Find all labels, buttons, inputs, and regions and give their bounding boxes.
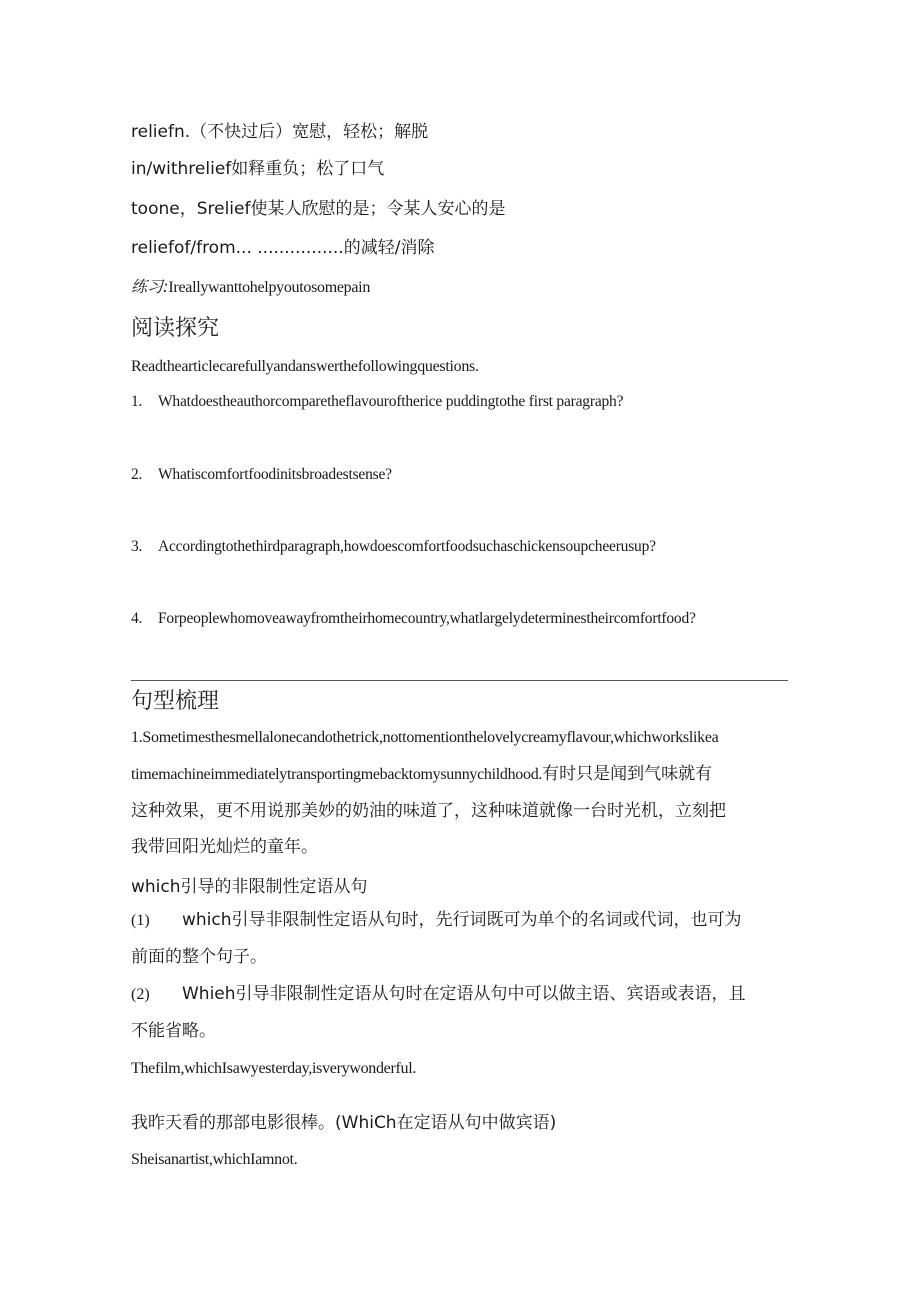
question-text: Whatiscomfortfoodinitsbroadestsense? xyxy=(158,466,392,483)
sentence-section-title: 句型梳理 xyxy=(131,689,220,714)
vocab-relief: reliefn.（不快过后）宽慰，轻松；解脱 xyxy=(131,122,429,142)
question-number: 2. xyxy=(131,466,143,483)
paragraph-line-2-zh: 有时只是闻到气味就有 xyxy=(542,764,713,784)
paragraph-line-2 xyxy=(131,756,791,793)
vocab-in-with-relief: in/withrelief如释重负；松了口气 xyxy=(131,159,385,179)
rule-text-line-2: 前面的整个句子。 xyxy=(131,947,267,967)
paragraph-line-2-en: timemachineimmediatelytransportingmebacktomysunnychildhood. xyxy=(131,766,543,783)
question-text: Accordingtothethirdparagraph,howdoescomfortfoodsuchaschickensoupcheerusup? xyxy=(158,538,656,555)
question-2 xyxy=(131,466,392,484)
rule-text-line-1: which引导非限制性定语从句时，先行词既可为单个的名词或代词，也可为 xyxy=(182,910,742,930)
section-divider xyxy=(131,680,788,681)
rule-text-line-1: Whieh引导非限制性定语从句时在定语从句中可以做主语、宾语或表语，且 xyxy=(182,984,746,1004)
question-number: 4. xyxy=(131,610,143,627)
vocab-relief-of-from: reliefof/from... ................的减轻/消除 xyxy=(131,238,435,258)
paragraph-line-3: 这种效果，更不用说那美妙的奶油的味道了，这种味道就像一台时光机，立刻把 xyxy=(131,801,726,821)
question-number: 3. xyxy=(131,538,143,555)
example-sentence-1-translation: 我昨天看的那部电影很棒。(WhiCh在定语从句中做宾语) xyxy=(131,1113,557,1133)
practice-text: Ireallywanttohelpyoutosomepain xyxy=(168,279,371,296)
grammar-title: which引导的非限制性定语从句 xyxy=(131,877,368,897)
example-sentence-1: Thefilm,whichIsawyesterday,isverywonderful. xyxy=(131,1060,417,1077)
question-1 xyxy=(131,393,623,411)
reading-instruction: Readthearticlecarefullyandanswerthefollowingquestions. xyxy=(131,358,479,375)
question-number: 1. xyxy=(131,393,143,410)
question-text: Forpeoplewhomoveawayfromtheirhomecountry,whatlargelydeterminestheircomfortfood? xyxy=(158,610,696,627)
paragraph-line-4: 我带回阳光灿烂的童年。 xyxy=(131,837,318,857)
example-sentence-2: Sheisanartist,whichIamnot. xyxy=(131,1151,298,1168)
example-paragraph xyxy=(131,720,791,865)
practice-label: 练习: xyxy=(131,277,169,296)
grammar-rule-2 xyxy=(131,976,791,1049)
question-text: Whatdoestheauthorcomparetheflavouroftherice puddingtothe first paragraph? xyxy=(158,393,624,410)
grammar-rule-1 xyxy=(131,902,791,975)
practice-line xyxy=(131,274,370,297)
paragraph-line-1: 1.Sometimesthesmellalonecandothetrick,nottomentionthelovelycreamyflavour,whichworkslikea xyxy=(131,729,719,746)
reading-section-title: 阅读探究 xyxy=(131,316,220,341)
question-3 xyxy=(131,538,656,556)
rule-number: (1) xyxy=(131,912,150,929)
question-4 xyxy=(131,610,696,628)
vocab-to-ones-relief: toone，Srelief使某人欣慰的是；令某人安心的是 xyxy=(131,199,506,219)
rule-number: (2) xyxy=(131,986,150,1003)
rule-text-line-2: 不能省略。 xyxy=(131,1021,216,1041)
